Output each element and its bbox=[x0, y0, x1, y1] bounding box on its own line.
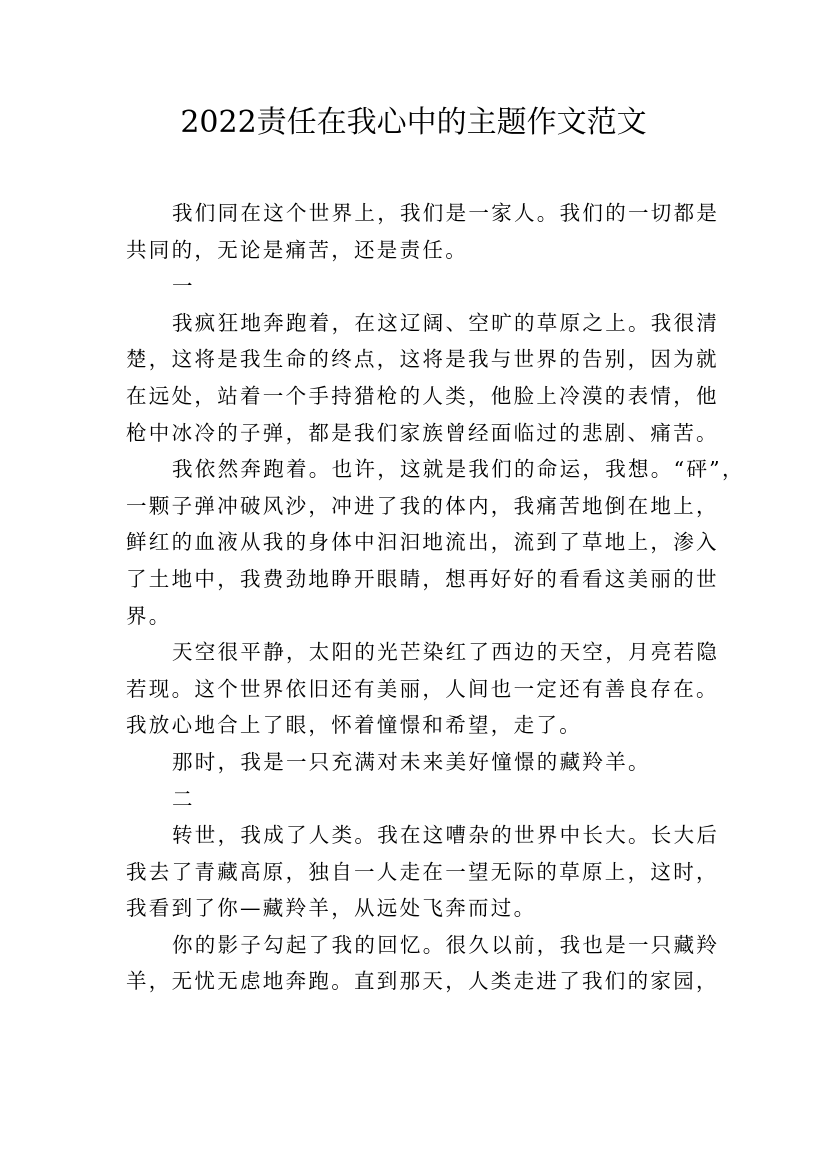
text-line: 我疯狂地奔跑着，在这辽阔、空旷的草原之上。我很清 bbox=[172, 310, 720, 335]
text-line: 那时，我是一只充满对未来美好憧憬的藏羚羊。 bbox=[172, 749, 651, 774]
text-line: 鲜红的血液从我的身体中汩汩地流出，流到了草地上，渗入 bbox=[126, 530, 719, 555]
document-body bbox=[126, 195, 745, 1000]
section-marker: 二 bbox=[172, 786, 195, 811]
text-line: 界。 bbox=[126, 603, 172, 628]
text-line: 我们同在这个世界上，我们是一家人。我们的一切都是 bbox=[172, 201, 720, 225]
text-line: 在远处，站着一个手持猎枪的人类，他脸上冷漠的表情，他 bbox=[126, 383, 719, 408]
text-line: 了土地中，我费劲地睁开眼睛，想再好好的看看这美丽的世 bbox=[126, 566, 719, 591]
text-line: 我去了青藏高原，独自一人走在一望无际的草原上，这时， bbox=[126, 859, 719, 884]
text-line: 共同的，无论是痛苦，还是责任。 bbox=[126, 237, 468, 262]
text-line: 转世，我成了人类。我在这嘈杂的世界中长大。长大后 bbox=[172, 823, 720, 848]
text-line: 我依然奔跑着。也许，这就是我们的命运，我想。“砰”， bbox=[172, 457, 745, 482]
section-marker: 一 bbox=[172, 274, 195, 299]
text-line: 羊，无忧无虑地奔跑。直到那天，人类走进了我们的家园， bbox=[126, 969, 719, 994]
text-line: 一颗子弹冲破风沙，冲进了我的体内，我痛苦地倒在地上， bbox=[126, 493, 719, 518]
document-title: 2022责任在我心中的主题作文范文 bbox=[180, 105, 647, 140]
text-line: 若现。这个世界依旧还有美丽，人间也一定还有善良存在。 bbox=[126, 676, 719, 701]
text-line: 天空很平静，太阳的光芒染红了西边的天空，月亮若隐 bbox=[172, 640, 720, 665]
text-line: 我放心地合上了眼，怀着憧憬和希望，走了。 bbox=[126, 713, 582, 738]
text-line: 枪中冰冷的子弹，都是我们家族曾经面临过的悲剧、痛苦。 bbox=[126, 420, 719, 445]
text-line: 你的影子勾起了我的回忆。很久以前，我也是一只藏羚 bbox=[172, 932, 720, 957]
text-line: 我看到了你—藏羚羊，从远处飞奔而过。 bbox=[126, 896, 537, 921]
text-line: 楚，这将是我生命的终点，这将是我与世界的告别，因为就 bbox=[126, 347, 719, 372]
